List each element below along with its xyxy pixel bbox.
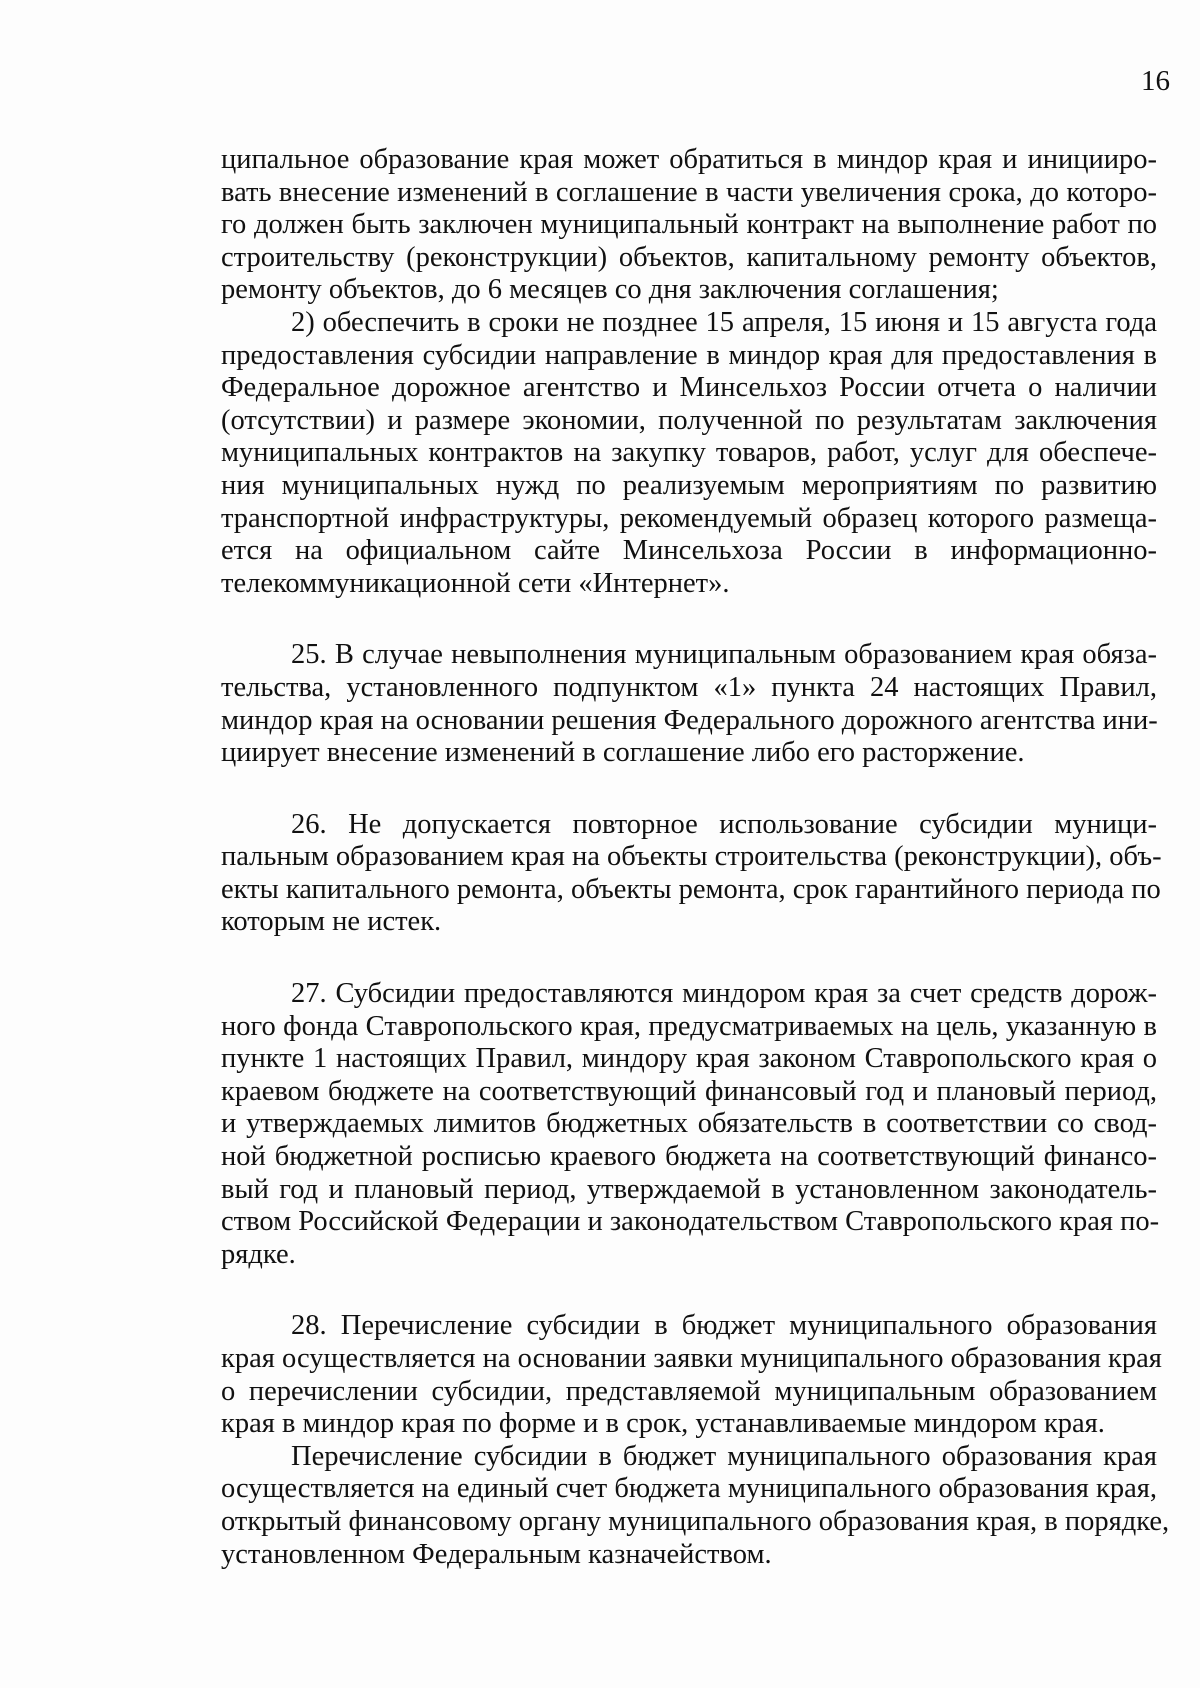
paragraph-item-28-continued — [221, 1440, 1170, 1571]
text-line: ния муниципальных нужд по реализуемым мероприятиям по развитию — [221, 469, 1157, 501]
text-line: пальным образованием края на объекты строительства (реконструкции), объ- — [221, 841, 1162, 873]
text-line: телекоммуникационной сети «Интернет». — [221, 567, 730, 599]
text-line: вый год и плановый период, утверждаемой в установленном законодатель- — [221, 1173, 1157, 1205]
text-line: екты капитального ремонта, объекты ремонта, срок гарантийного периода по — [221, 873, 1161, 905]
text-line: края в миндор края по форме и в срок, устанавливаемые миндором края. — [221, 1408, 1105, 1440]
document-body — [221, 144, 1170, 1571]
paragraph-continuation — [221, 144, 1157, 307]
text-line: рядке. — [221, 1238, 296, 1270]
text-line: строительству (реконструкции) объектов, капитальному ремонту объектов, — [221, 241, 1157, 273]
text-line: 26. Не допускается повторное использование субсидии муници- — [291, 808, 1157, 840]
text-line: предоставления субсидии направление в миндор края для предоставления в — [221, 339, 1157, 371]
text-line: ного фонда Ставропольского края, предусматриваемых на цель, указанную в — [221, 1010, 1157, 1042]
text-line: Федеральное дорожное агентство и Минсельхоз России отчета о наличии — [221, 372, 1157, 404]
text-line: ремонту объектов, до 6 месяцев со дня заключения соглашения; — [221, 274, 999, 306]
text-line: и утверждаемых лимитов бюджетных обязательств в соответствии со свод- — [221, 1108, 1157, 1140]
text-line: муниципальных контрактов на закупку товаров, работ, услуг для обеспече- — [221, 437, 1157, 469]
text-line: краевом бюджете на соответствующий финансовый год и плановый период, — [221, 1075, 1157, 1107]
text-line: ципальное образование края может обратиться в миндор края и иницииро- — [221, 144, 1157, 175]
text-line: открытый финансовому органу муниципального образования края, в порядке, — [221, 1505, 1170, 1537]
text-line: 25. В случае невыполнения муниципальным образованием края обяза- — [291, 639, 1157, 671]
text-line: 27. Субсидии предоставляются миндором края за счет средств дорож- — [291, 978, 1157, 1010]
page-number: 16 — [1141, 65, 1170, 97]
text-line: миндор края на основании решения Федерального дорожного агентства ини- — [221, 704, 1158, 736]
text-line: Перечисление субсидии в бюджет муниципального образования края — [291, 1440, 1157, 1472]
text-line: тельства, установленного подпунктом «1» пункта 24 настоящих Правил, — [221, 671, 1157, 703]
text-line: 2) обеспечить в сроки не позднее 15 апреля, 15 июня и 15 августа года — [291, 306, 1157, 338]
paragraph-item-26 — [221, 808, 1162, 939]
paragraph-item-27 — [221, 978, 1160, 1271]
text-line: го должен быть заключен муниципальный контракт на выполнение работ по — [221, 209, 1157, 241]
text-line: циирует внесение изменений в соглашение либо его расторжение. — [221, 737, 1025, 769]
text-line: (отсутствии) и размере экономии, полученной по результатам заключения — [221, 404, 1157, 436]
text-line: ется на официальном сайте Минсельхоза России в информационно- — [221, 535, 1157, 567]
text-line: транспортной инфраструктуры, рекомендуемый образец которого размеща- — [221, 502, 1157, 534]
text-line: 28. Перечисление субсидии в бюджет муниципального образования — [291, 1310, 1157, 1342]
text-line: ством Российской Федерации и законодательством Ставропольского края по- — [221, 1206, 1160, 1238]
paragraph-item-25 — [221, 639, 1157, 769]
text-line: ной бюджетной росписью краевого бюджета на соответствующий финансо- — [221, 1141, 1157, 1173]
text-line: о перечислении субсидии, представляемой муниципальным образованием — [221, 1375, 1157, 1407]
paragraph-subitem-2 — [221, 307, 1157, 600]
text-line: осуществляется на единый счет бюджета муниципального образования края, — [221, 1473, 1157, 1505]
text-line: края осуществляется на основании заявки муниципального образования края — [221, 1343, 1162, 1374]
text-line: пункте 1 настоящих Правил, миндору края законом Ставропольского края о — [221, 1043, 1157, 1075]
paragraph-item-28 — [221, 1310, 1162, 1440]
text-line: вать внесение изменений в соглашение в части увеличения срока, до которо- — [221, 176, 1157, 208]
text-line: которым не истек. — [221, 906, 442, 938]
text-line: установленном Федеральным казначейством. — [221, 1538, 772, 1570]
